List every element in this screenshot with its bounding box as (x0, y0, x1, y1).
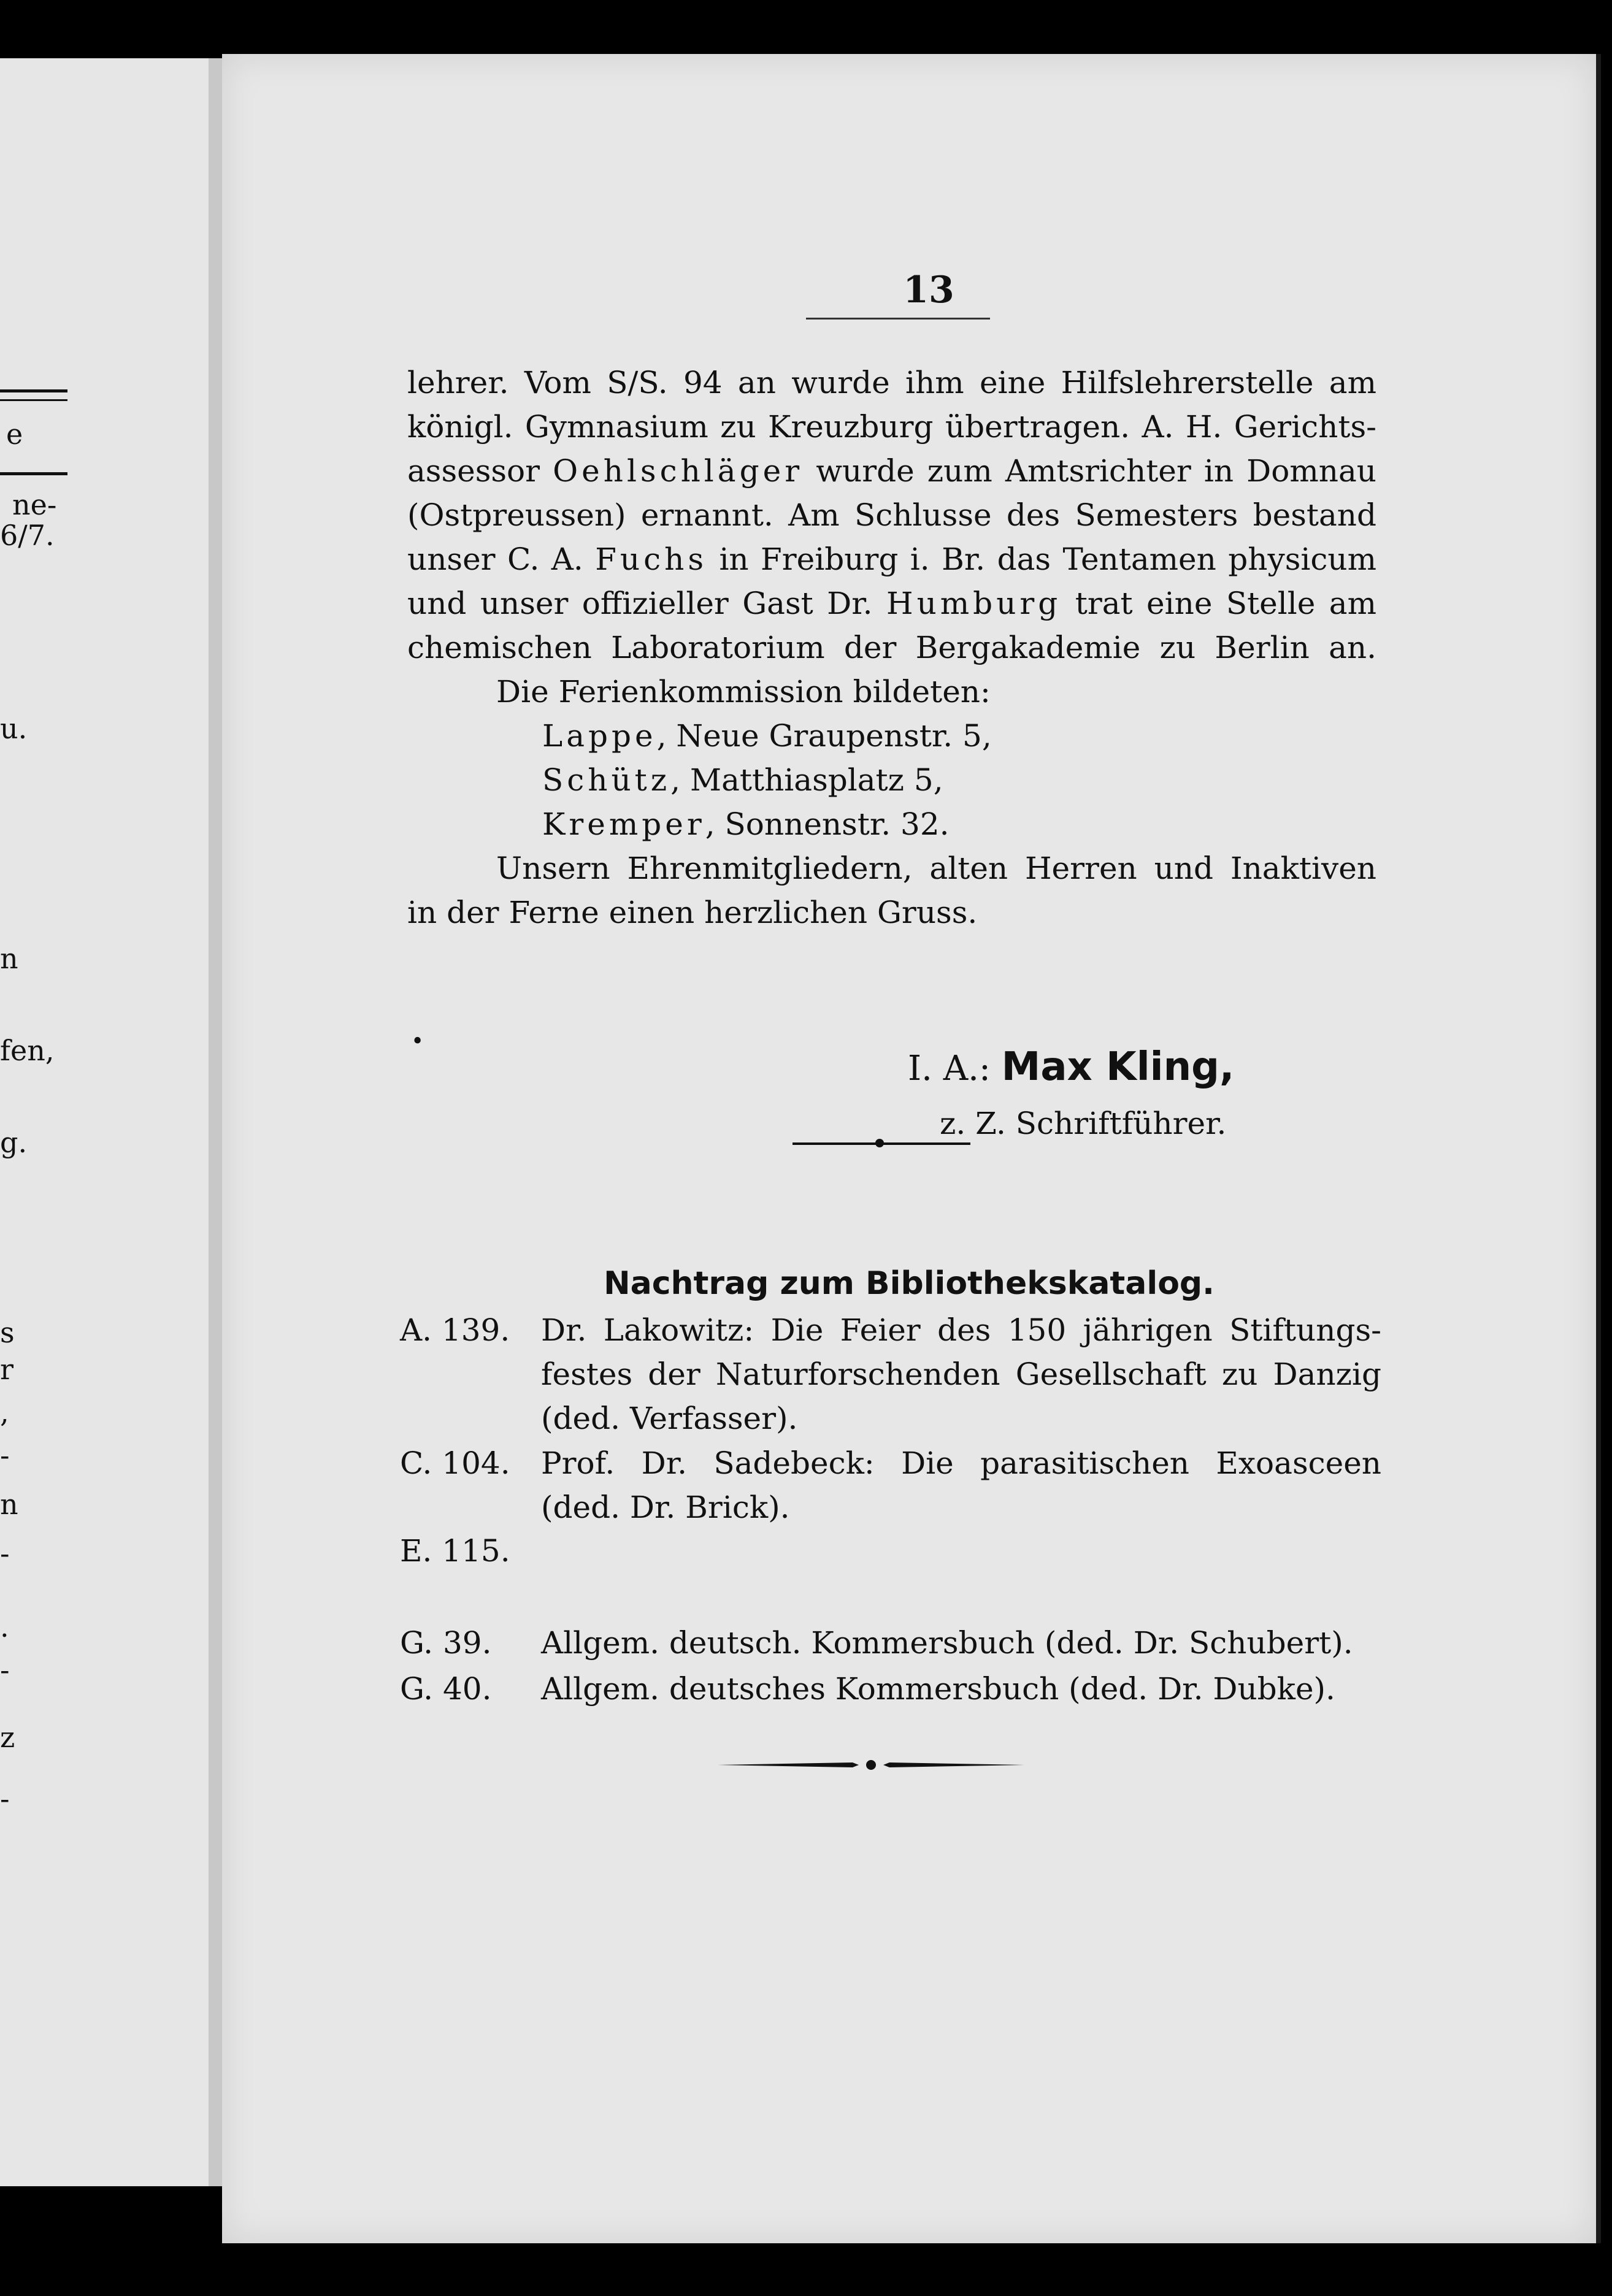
commission-member (407, 714, 1376, 758)
person-name: Fuchs (595, 541, 707, 577)
greeting-line: in der Ferne einen herzlichen Gruss. (407, 895, 978, 930)
catalog-text: Allgem. deutsch. Kommersbuch (ded. Dr. Schubert). (541, 1625, 1353, 1661)
member-name: Kremper (542, 806, 705, 842)
catalog-text: Prof. Dr. Sadebeck: Die parasitischen Exoasceen (541, 1445, 1381, 1481)
previous-page-strip (0, 58, 215, 2186)
text-segment: in Freiburg i. Br. das Tentamen physicum (719, 541, 1376, 577)
text-line: (Ostpreussen) ernannt. Am Schlusse des Semesters bestand (407, 497, 1376, 533)
text-fragment: n (0, 1488, 18, 1521)
member-address: , Sonnenstr. 32. (705, 806, 950, 842)
catalog-id: C. 104. (400, 1445, 510, 1481)
catalog-text: Dr. Lakowitz: Die Feier des 150 jährigen Stiftungs- (541, 1312, 1381, 1348)
signature-role: z. Z. Schriftführer. (940, 1106, 1227, 1141)
text-fragment: e (6, 418, 23, 451)
text-segment: assessor (407, 453, 540, 489)
catalog-text: (ded. Dr. Brick). (541, 1490, 790, 1525)
rule (0, 389, 67, 392)
report-text (407, 361, 1376, 935)
catalog-id: G. 39. (400, 1625, 492, 1661)
catalog-text: (ded. Verfasser). (541, 1401, 798, 1436)
text-fragment: n (0, 942, 18, 975)
greeting-line: Unsern Ehrenmitgliedern, alten Herren und Inaktiven (496, 851, 1376, 886)
text-fragment: , (0, 1396, 9, 1429)
text-segment: wurde zum Amtsrichter in Domnau (816, 453, 1376, 489)
signature-name: Max Kling, (1001, 1044, 1235, 1090)
ornament-divider (793, 1142, 970, 1145)
document-page (222, 54, 1601, 2243)
text-fragment: s (0, 1316, 15, 1349)
catalog-id: G. 40. (400, 1671, 492, 1707)
catalog-text: Allgem. deutsches Kommersbuch (ded. Dr. Dubke). (541, 1671, 1335, 1707)
text-line: königl. Gymnasium zu Kreuzburg übertragen. A. H. Gerichts- (407, 409, 1376, 445)
commission-member (407, 802, 1376, 846)
member-address: , Neue Graupenstr. 5, (656, 718, 992, 754)
text-fragment: ne- (12, 488, 57, 521)
signature (908, 1044, 1234, 1090)
page-number-rule (806, 318, 990, 320)
text-line (407, 581, 1376, 626)
text-line (407, 449, 1376, 493)
text-fragment: - (0, 1782, 10, 1815)
closing-ornament (718, 1756, 1024, 1774)
text-fragment: 6/7. (0, 519, 55, 552)
rule (0, 399, 67, 401)
text-segment: unser C. A. (407, 541, 583, 577)
catalog-id: A. 139. (400, 1312, 510, 1348)
signature-prefix: I. A.: (908, 1049, 991, 1089)
text-fragment: . (0, 1610, 9, 1644)
text-line: chemischen Laboratorium der Bergakademie zu Berlin an. (407, 630, 1376, 665)
member-address: , Matthiasplatz 5, (670, 762, 943, 798)
commission-member (407, 758, 1376, 802)
text-segment: und unser offizieller Gast Dr. (407, 586, 873, 621)
text-fragment: - (0, 1537, 10, 1570)
text-fragment: z (0, 1721, 15, 1754)
page-number: 13 (903, 269, 954, 312)
member-name: Schütz (542, 762, 671, 798)
text-line (407, 537, 1376, 581)
member-name: Lappe (542, 718, 657, 754)
catalog-id: E. 115. (400, 1533, 510, 1569)
text-fragment: u. (0, 712, 28, 745)
text-fragment: g. (0, 1126, 28, 1159)
person-name: Oehlschläger (553, 453, 804, 489)
text-fragment: r (0, 1353, 13, 1386)
text-fragment: fen, (0, 1034, 55, 1067)
text-fragment: - (0, 1653, 10, 1686)
catalog-text: festes der Naturforschenden Gesellschaft zu Danzig (541, 1357, 1381, 1392)
rule (0, 472, 67, 475)
ornament-dot (875, 1139, 884, 1147)
bullet-mark: • (411, 1029, 424, 1054)
text-fragment: - (0, 1439, 10, 1472)
commission-intro: Die Ferienkommission bildeten: (496, 674, 991, 710)
section-title: Nachtrag zum Bibliothekskatalog. (604, 1265, 1215, 1302)
text-line: lehrer. Vom S/S. 94 an wurde ihm eine Hilfslehrerstelle am (407, 365, 1376, 400)
person-name: Humburg (886, 586, 1062, 621)
text-segment: trat eine Stelle am (1075, 586, 1376, 621)
